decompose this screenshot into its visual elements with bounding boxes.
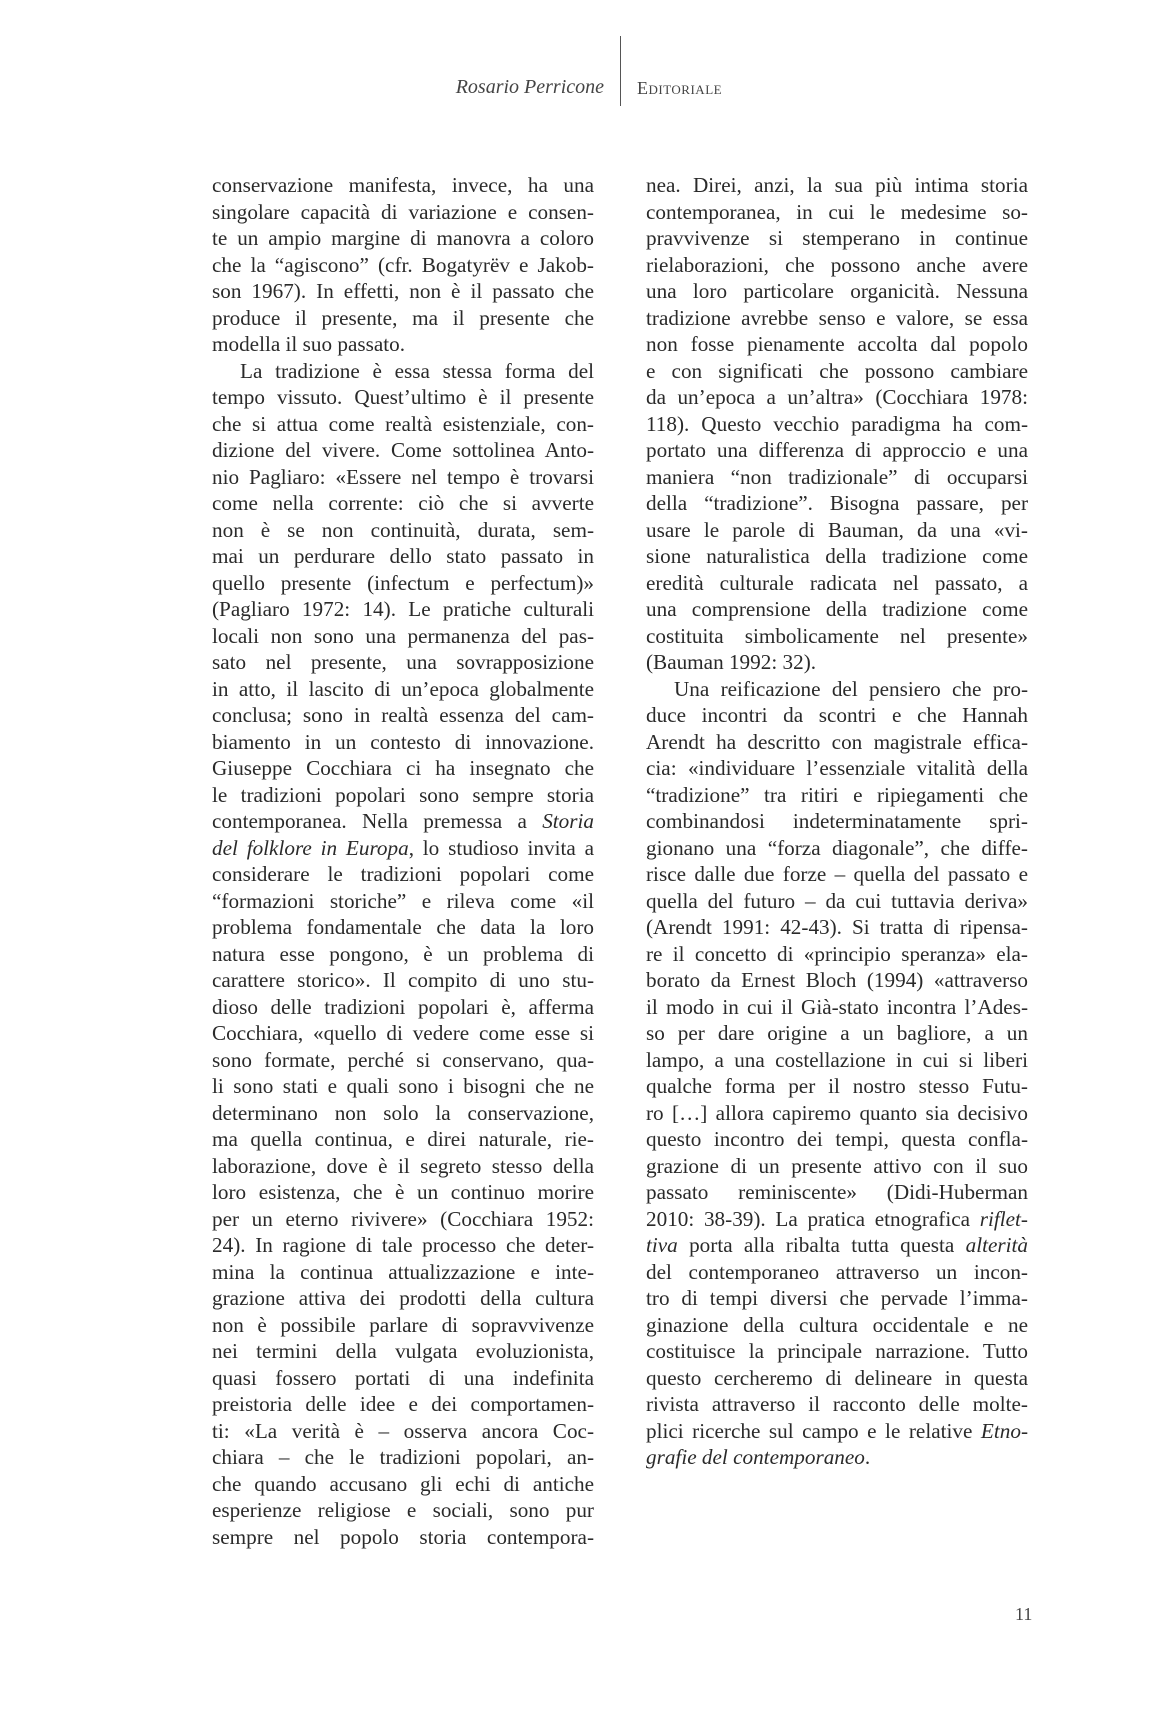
text-line: in atto, il lascito di un’epoca globalmente [212,676,594,701]
text-line: qualche forma per il nostro stesso Futu- [646,1074,1028,1098]
text-segment: . [864,1445,871,1469]
italic-text: Etno- [980,1418,1028,1443]
text-line: laborazione, dove è il segreto stesso della [212,1153,594,1178]
text-line: costituisce la principale narrazione. Tutto [646,1339,1028,1363]
text-line: La tradizione è essa stessa forma del [240,358,594,383]
text-line: rivista attraverso il racconto delle molte- [646,1392,1028,1416]
text-line: una comprensione della tradizione come [646,597,1028,621]
text-line: grazione di un presente attivo con il suo [646,1153,1028,1178]
text-line: 24). In ragione di tale processo che deter- [212,1233,594,1257]
text-segment: 2010: 38-39). La pratica etnografica [646,1206,980,1231]
text-column-right [646,172,1028,1471]
text-line [212,835,594,862]
text-line: della “tradizione”. Bisogna passare, per [646,491,1028,515]
text-line: conclusa; sono in realtà essenza del cam- [212,703,594,727]
text-line: (Pagliaro 1972: 14). Le pratiche culturali [212,597,594,621]
text-line: che si attua come realtà esistenziale, con- [212,411,594,436]
text-line: portato una differenza di approccio e una [646,438,1028,462]
text-line: Arendt ha descritto con magistrale effica- [646,729,1028,754]
text-line: che quando accusano gli echi di antiche [212,1471,594,1496]
text-line: che la “agiscono” (cfr. Bogatyrëv e Jakob- [212,252,594,277]
text-line: lampo, a una costellazione in cui si liberi [646,1047,1028,1072]
text-line: Una reificazione del pensiero che pro- [674,676,1028,701]
text-line [646,1232,1028,1259]
text-line: ro […] allora capiremo quanto sia decisivo [646,1100,1028,1125]
text-line: il modo in cui il Già-stato incontra l’Ades- [646,994,1028,1019]
text-line: sono formate, perché si conservano, qua- [212,1047,594,1072]
text-line: tro di tempi diversi che pervade l’imma- [646,1286,1028,1310]
text-column-left [212,172,594,1550]
text-line: “tradizione” tra ritiri e ripiegamenti che [646,782,1028,807]
text-line: nei termini della vulgata evoluzionista, [212,1339,594,1363]
page-number: 11 [1015,1604,1033,1624]
italic-text: Storia [542,809,594,833]
text-line: non è se non continuità, durata, sem- [212,517,594,542]
text-line: determinano non solo la conservazione, [212,1100,594,1125]
text-line: 118). Questo vecchio paradigma ha com- [646,411,1028,436]
text-line: biamento in un contesto di innovazione. [212,729,594,754]
text-segment: porta alla ribalta tutta questa [677,1233,966,1257]
text-line: questo incontro dei tempi, questa confla- [646,1127,1028,1151]
text-line: loro esistenza, che è un continuo morire [212,1180,594,1204]
text-line: sione naturalistica della tradizione come [646,544,1028,568]
text-line: modella il suo passato. [212,332,406,356]
text-line: produce il presente, ma il presente che [212,305,594,330]
text-line: come nella corrente: ciò che si avverte [212,491,594,515]
text-line: duce incontri da scontri e che Hannah [646,703,1028,727]
text-segment: , lo studioso invita a [408,835,594,860]
text-line: ti: «La verità è – osserva ancora Coc- [212,1418,594,1443]
text-line: combinandosi indeterminatamente spri- [646,809,1028,833]
text-line [646,1206,1028,1233]
italic-text: tiva [646,1233,678,1257]
text-line: “formazioni storiche” e rileva come «il [212,888,594,913]
text-line: grazione attiva dei prodotti della cultura [212,1286,594,1310]
text-line: cia: «individuare l’essenziale vitalità della [646,756,1028,780]
text-line: son 1967). In effetti, non è il passato che [212,279,594,303]
text-line: nea. Direi, anzi, la sua più intima storia [646,173,1028,197]
text-line: singolare capacità di variazione e consen- [212,199,594,224]
text-line: so per dare origine a un bagliore, a un [646,1021,1028,1045]
text-line: gionano una “forza diagonale”, che diffe- [646,835,1028,860]
text-line: risce dalle due forze – quella del passato e [646,862,1028,886]
text-line: Giuseppe Cocchiara ci ha insegnato che [212,756,594,780]
running-head-section: Editoriale [637,78,723,98]
text-line: esperienze religiose e sociali, sono pur [212,1498,594,1522]
text-line: borato da Ernest Bloch (1994) «attraverso [646,968,1028,992]
text-line: nio Pagliaro: «Essere nel tempo è trovarsi [212,464,594,489]
text-line: natura esse pongono, è un problema di [212,941,594,966]
text-line: eredità culturale radicata nel passato, a [646,570,1028,595]
text-line: ginazione della cultura occidentale e ne [646,1312,1028,1337]
text-line: quello presente (infectum e perfectum)» [212,570,594,595]
text-line: e con significati che possono cambiare [646,358,1028,383]
text-line: conservazione manifesta, invece, ha una [212,173,594,197]
text-line: rielaborazioni, che possono anche avere [646,252,1028,277]
text-line: quella del futuro – da cui tuttavia deriva» [646,888,1028,913]
text-line: (Bauman 1992: 32). [646,650,817,674]
text-line [646,1444,1028,1471]
text-line: da un’epoca a un’altra» (Cocchiara 1978: [646,385,1028,409]
text-line: pravvivenze si stemperano in continue [646,226,1028,250]
italic-text: alterità [965,1233,1028,1257]
text-line: chiara – che le tradizioni popolari, an- [212,1445,594,1469]
text-line: non è possibile parlare di sopravvivenze [212,1312,594,1337]
text-line: le tradizioni popolari sono sempre storia [212,782,594,807]
text-line: sato nel presente, una sovrapposizione [212,650,594,674]
text-line: tradizione avrebbe senso e valore, se essa [646,305,1028,330]
text-line: tempo vissuto. Quest’ultimo è il presente [212,385,594,409]
running-head-author: Rosario Perricone [455,76,604,98]
text-line: usare le parole di Bauman, da una «vi- [646,517,1028,542]
text-line: problema fondamentale che data la loro [212,915,594,939]
text-line: (Arendt 1991: 42-43). Si tratta di ripensa- [646,915,1028,939]
text-line: una loro particolare organicità. Nessuna [646,279,1028,303]
text-segment: contemporanea. Nella premessa a [212,809,543,833]
text-line: maniera “non tradizionale” di occuparsi [646,464,1028,489]
text-line: mai un perdurare dello stato passato in [212,544,594,568]
italic-text: riflet- [979,1206,1028,1231]
text-line: passato reminiscente» (Didi-Huberman [646,1180,1028,1204]
text-line [646,1418,1028,1445]
text-line: dioso delle tradizioni popolari è, afferma [212,994,594,1019]
text-line: considerare le tradizioni popolari come [212,862,594,886]
text-line: non fosse pienamente accolta dal popolo [646,332,1028,356]
text-line: questo cercheremo di delineare in questa [646,1365,1028,1390]
text-line: re il concetto di «principio speranza» ela- [646,941,1028,966]
text-line: li sono stati e quali sono i bisogni che ne [212,1074,594,1098]
header-divider [620,36,621,106]
text-line: ma quella continua, e direi naturale, rie- [212,1127,594,1151]
text-line [212,808,594,835]
text-line: sempre nel popolo storia contempora- [212,1524,594,1549]
text-line: te un ampio margine di manovra a coloro [212,226,594,250]
italic-text: grafie del contemporaneo [646,1445,865,1469]
text-line: costituita simbolicamente nel presente» [646,623,1028,648]
text-line: dizione del vivere. Come sottolinea Anto- [212,438,594,462]
text-line: del contemporaneo attraverso un incon- [646,1259,1028,1284]
text-line: contemporanea, in cui le medesime so- [646,199,1028,224]
text-line: quasi fossero portati di una indefinita [212,1365,594,1390]
italic-text: del folklore in Europa [212,835,409,860]
text-line: carattere storico». Il compito di uno stu- [212,968,594,992]
text-segment: plici ricerche sul campo e le relative [646,1418,981,1443]
text-line: per un eterno rivivere» (Cocchiara 1952: [212,1206,594,1231]
text-line: locali non sono una permanenza del pas- [212,623,594,648]
text-line: Cocchiara, «quello di vedere come esse si [212,1021,594,1045]
text-line: preistoria delle idee e dei comportamen- [212,1392,594,1416]
text-line: mina la continua attualizzazione e inte- [212,1259,594,1284]
